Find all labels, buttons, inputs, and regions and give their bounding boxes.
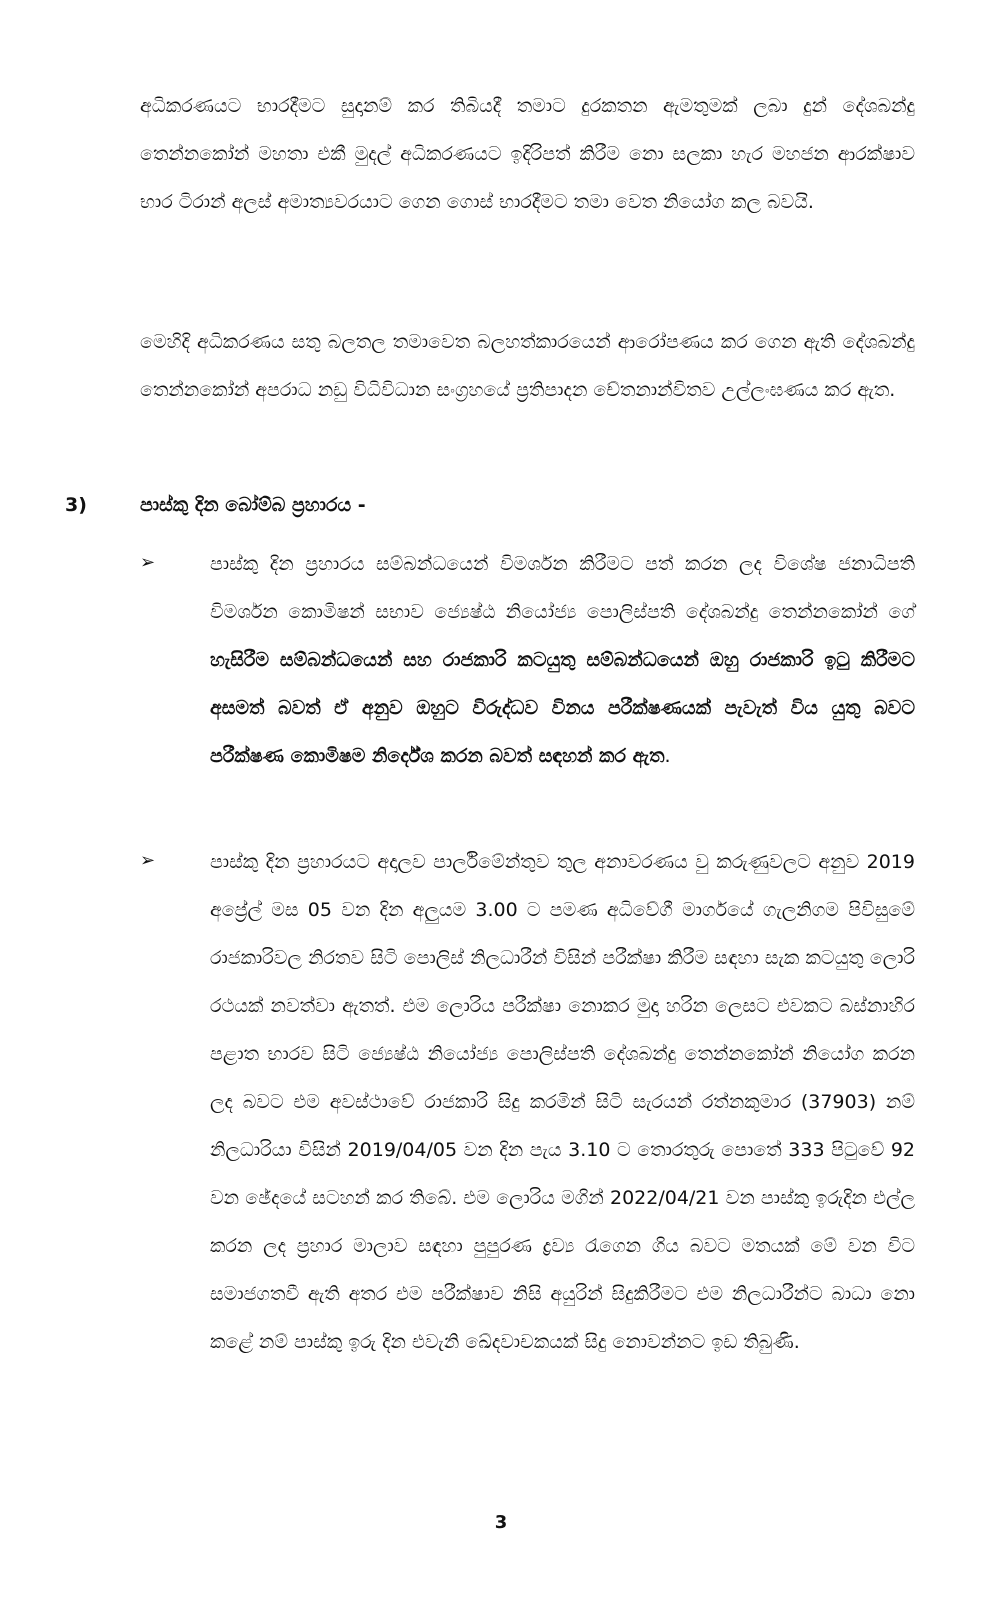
- paragraph-1: අධිකරණයට භාරදීමට සුදානම් කර තිබියදී තමාට දුරකතන ඇමතුමක් ලබා දුන් දේශබන්දු තෙන්නකෝන් මහතා එකී මුදල් අධිකරණයට ඉදිරිපත් කිරීම නො සලකා හැර මහජන ආරක්ෂාව භාර ටිරාන් අලස් අමාත්‍යවරයාට ගෙන ගොස් භාරදීමට තමා වෙත නියෝග කල බවයි.: [140, 95, 915, 213]
- bullet-1-intro: පාස්කු දින ප්‍රහාරය සම්බන්ධයෙන් විමර්ශන කිරීමට පත් කරන ලද විශේෂ ජනාධිපති විමර්ශන කොමිෂන් සභාව ජ්‍යෙෂ්ඨ නියෝජ්‍ය පොලිස්පති දේශබන්දු තෙන්නකෝන් ගේ: [210, 553, 915, 623]
- paragraph-2: මෙහිදි අධිකරණය සතු බලතල තමාවෙත බලහත්කාරයෙන් ආරෝපණය කර ගෙන ඇති දේශබන්දු තෙන්නකෝන් අපරාධ නඩු විධිවිධාන සංග්‍රහයේ ප්‍රතිපාදන චේතනාන්විතව උල්ලංඝණය කර ඇත.: [140, 331, 915, 401]
- bullet-2-text: පාස්කු දින ප්‍රහාරයට අදාලව පාර්ලිමේන්තුව තුල අනාවරණය වු කරුණුවලට අනුව 2019 අප්‍රේල් මස 05 වන දින අලුයම 3.00 ට පමණ අධිවේගී මාර්ගයේ ගැලනිගම පිවිසුමේ රාජකාරිවල නිරතව සිටි පොලිස් නිලධාරීන් විසින් පරීක්ෂා කිරීම සඳහා සැක කටයුතු ලොරි රථයක් නවත්වා ඇතත්. එම ලොරිය පරීක්ෂා නොකර මුදා හරින ලෙසට එවකට බස්නාහිර පළාත භාරව සිටි ජ්‍යෙෂ්ඨ නියෝජ්‍ය පොලිස්පති දේශබන්දු තෙන්නකෝන් නියෝග කරන ලද බවට එම අවස්ථාවේ රාජකාරි සිදු කරමින් සිටි සැරයන් රත්නකුමාර (37903) නම් නිලධාරියා විසින් 2019/04/05 වන දින පැය 3.10 ට තොරතුරු පොතේ 333 පිටුවේ 92 වන ඡේදයේ සටහන් කර තිබේ. එම ලොරිය මගින් 2022/04/21 වන පාස්කු ඉරුදින එල්ල කරන ලද ප්‍රහාර මාලාව සඳහා පුපුරණ ද්‍රව්‍ය රැගෙන ගිය බවට මතයක් මේ වන විට සමාජගතවී ඇති අතර එම පරීක්ෂාව නිසි අයුරින් සිදුකිරීමට එම නිලධාරීන්ට බාධා නො කළේ නම් පාස්කු ඉරු දින එවැනි ඛේදවාචකයක් සිදු නොවන්නට ඉඩ තිබුණි.: [210, 851, 915, 1353]
- bullet-1-text: [210, 540, 915, 780]
- bullet-1-bold-text: හැසිරීම සම්බන්ධයෙන් සහ රාජකාරි කටයුතු සම්බන්ධයෙන් ඔහු රාජකාරි ඉටු කිරීමට අසමත් බවත් ඒ අනුව ඔහුට විරුද්ධව විනය පරීක්ෂණයක් පැවැත් විය යුතු බවට පරීක්ෂණ කොමිෂම නිර්දේශ කරන බවත් සඳහන් කර ඇත: [210, 649, 915, 767]
- arrow-bullet-icon: ➢: [140, 552, 156, 573]
- section-title: පාස්කු දින බෝම්බ ප්‍රහාරය -: [140, 494, 366, 516]
- section-number: 3): [65, 494, 87, 516]
- section-heading: [0, 494, 1002, 524]
- bullet-1-end: .: [664, 745, 671, 767]
- arrow-bullet-icon: ➢: [140, 850, 156, 871]
- page-number: 3: [494, 1512, 508, 1533]
